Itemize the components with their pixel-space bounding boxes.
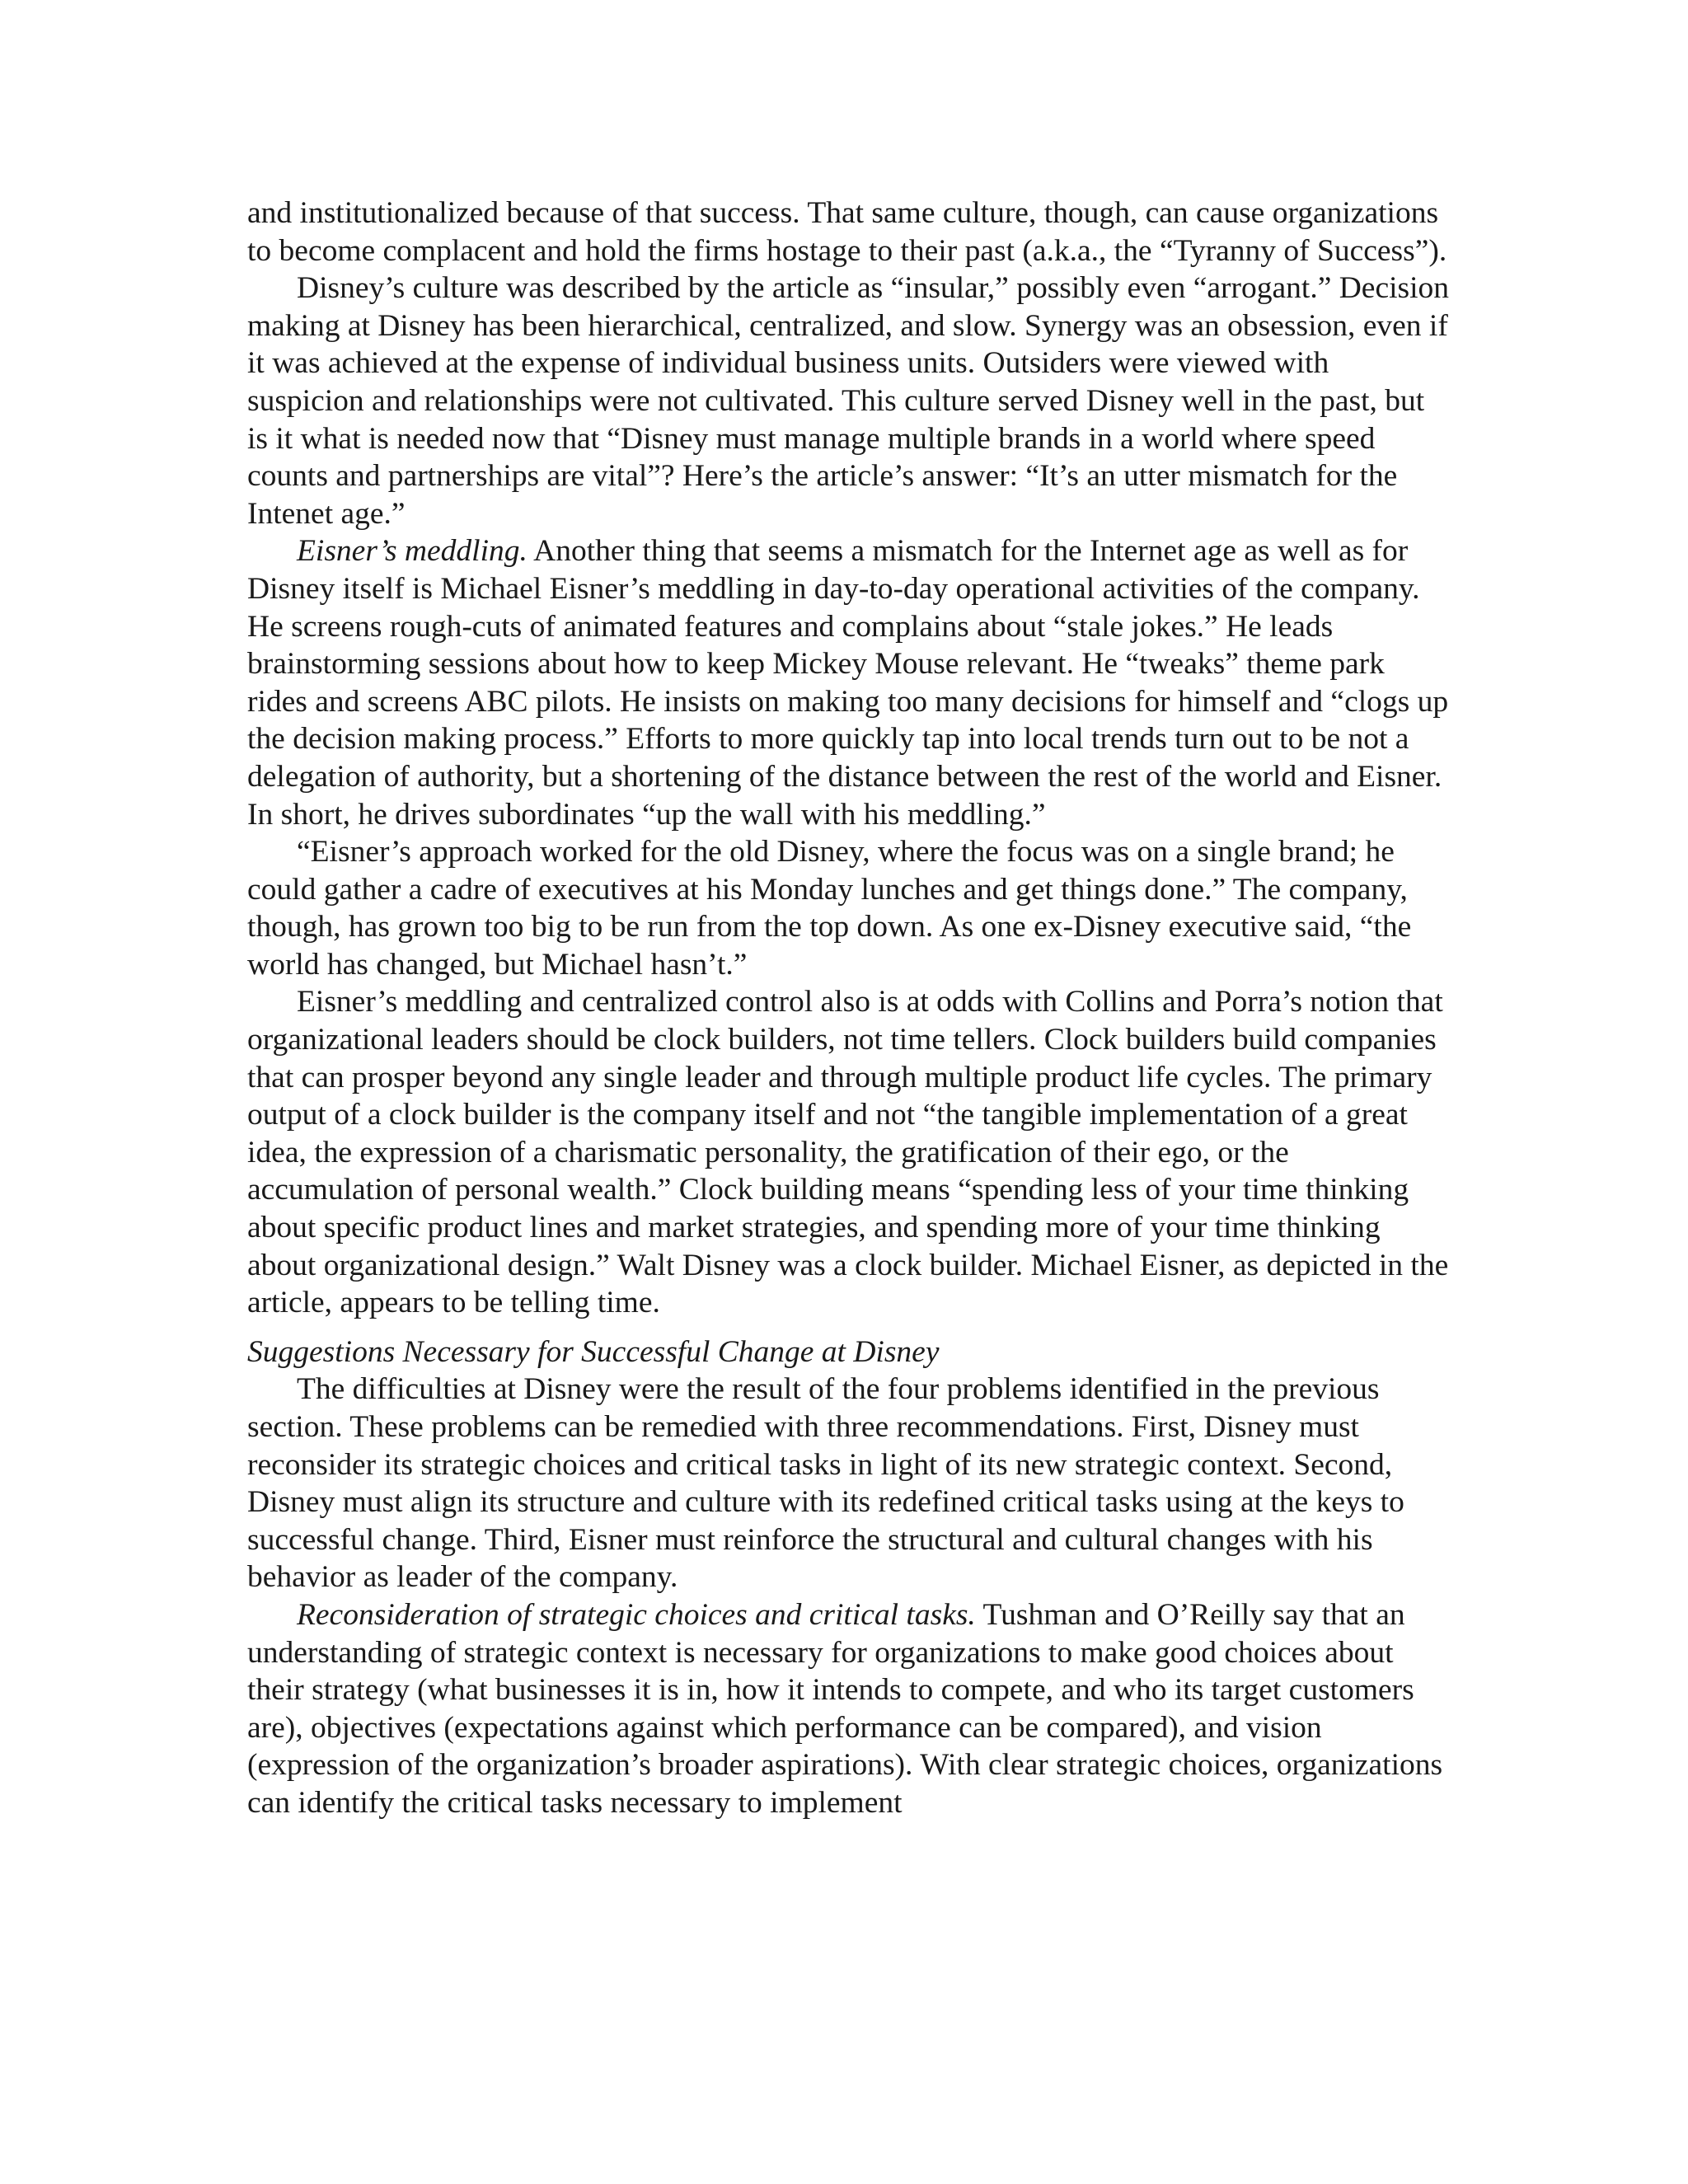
paragraph-text: and institutionalized because of that success. That same culture, though, can cause organizations to become complacent and hold the firms hostage to their past (a.k.a., the “Tyranny of Success”).	[247, 196, 1447, 268]
paragraph	[247, 1596, 1451, 1822]
paragraph	[247, 983, 1451, 1321]
body-text-after-heading	[247, 1371, 1451, 1821]
paragraph	[247, 194, 1451, 269]
paragraph-text: Eisner’s meddling and centralized control also is at odds with Collins and Porra’s notion that organizational leaders should be clock builders, not time tellers. Clock builders build companies that can prosper beyond any single leader and through multiple product life cycles. The primary output of a clock builder is the company itself and not “the tangible implementation of a great idea, the expression of a charismatic personality, the gratification of their ego, or the accumulation of personal wealth.” Clock building means “spending less of your time thinking about specific product lines and market strategies, and spending more of your time thinking about organizational design.” Walt Disney was a clock builder. Michael Eisner, as depicted in the article, appears to be telling time.	[247, 985, 1449, 1320]
paragraph-lead-in: Reconsideration of strategic choices and critical tasks.	[297, 1597, 976, 1632]
paragraph	[247, 833, 1451, 983]
paragraph-text: The difficulties at Disney were the result of the four problems identified in the previous section. These problems can be remedied with three recommendations. First, Disney must reconsider its strategic choices and critical tasks in light of its new strategic context. Second, Disney must align its structure and culture with its redefined critical tasks using at the keys to successful change. Third, Eisner must reinforce the structural and cultural changes with his behavior as leader of the company.	[247, 1372, 1404, 1595]
paragraph	[247, 532, 1451, 833]
paragraph-text: “Eisner’s approach worked for the old Disney, where the focus was on a single brand; he could gather a cadre of executives at his Monday lunches and get things done.” The company, though, has grown too big to be run from the top down. As one ex-Disney executive said, “the world has changed, but Michael hasn’t.”	[247, 835, 1412, 982]
paragraph-text: Disney’s culture was described by the article as “insular,” possibly even “arrogant.” Decision making at Disney has been hierarchical, centralized, and slow. Synergy was an obsession, even if it was achieved at the expense of individual business units. Outsiders were viewed with suspicion and relationships were not cultivated. This culture served Disney well in the past, but is it what is needed now that “Disney must manage multiple brands in a world where speed counts and partnerships are vital”? Here’s the article’s answer: “It’s an utter mismatch for the Intenet age.”	[247, 271, 1450, 531]
paragraph-text: Another thing that seems a mismatch for the Internet age as well as for Disney itself is Michael Eisner’s meddling in day-to-day operational activities of the company. He screens rough-cuts of animated features and complains about “stale jokes.” He leads brainstorming sessions about how to keep Mickey Mouse relevant. He “tweaks” theme park rides and screens ABC pilots. He insists on making too many decisions for himself and “clogs up the decision making process.” Efforts to more quickly tap into local trends turn out to be not a delegation of authority, but a shortening of the distance between the rest of the world and Eisner. In short, he drives subordinates “up the wall with his meddling.”	[247, 534, 1449, 832]
body-text-before-heading	[247, 194, 1451, 1322]
section-heading: Suggestions Necessary for Successful Change at Disney	[247, 1334, 940, 1369]
document-page	[247, 194, 1451, 1822]
paragraph	[247, 1371, 1451, 1596]
paragraph-lead-in: Eisner’s meddling.	[297, 534, 528, 569]
paragraph-text: Tushman and O’Reilly say that an understanding of strategic context is necessary for organizations to make good choices about their strategy (what businesses it is in, how it intends to compete, and who its target customers are), objectives (expectations against which performance can be compared), and vision (expression of the organization’s broader aspirations). With clear strategic choices, organizations can identify the critical tasks necessary to implement	[247, 1597, 1443, 1820]
paragraph	[247, 269, 1451, 532]
